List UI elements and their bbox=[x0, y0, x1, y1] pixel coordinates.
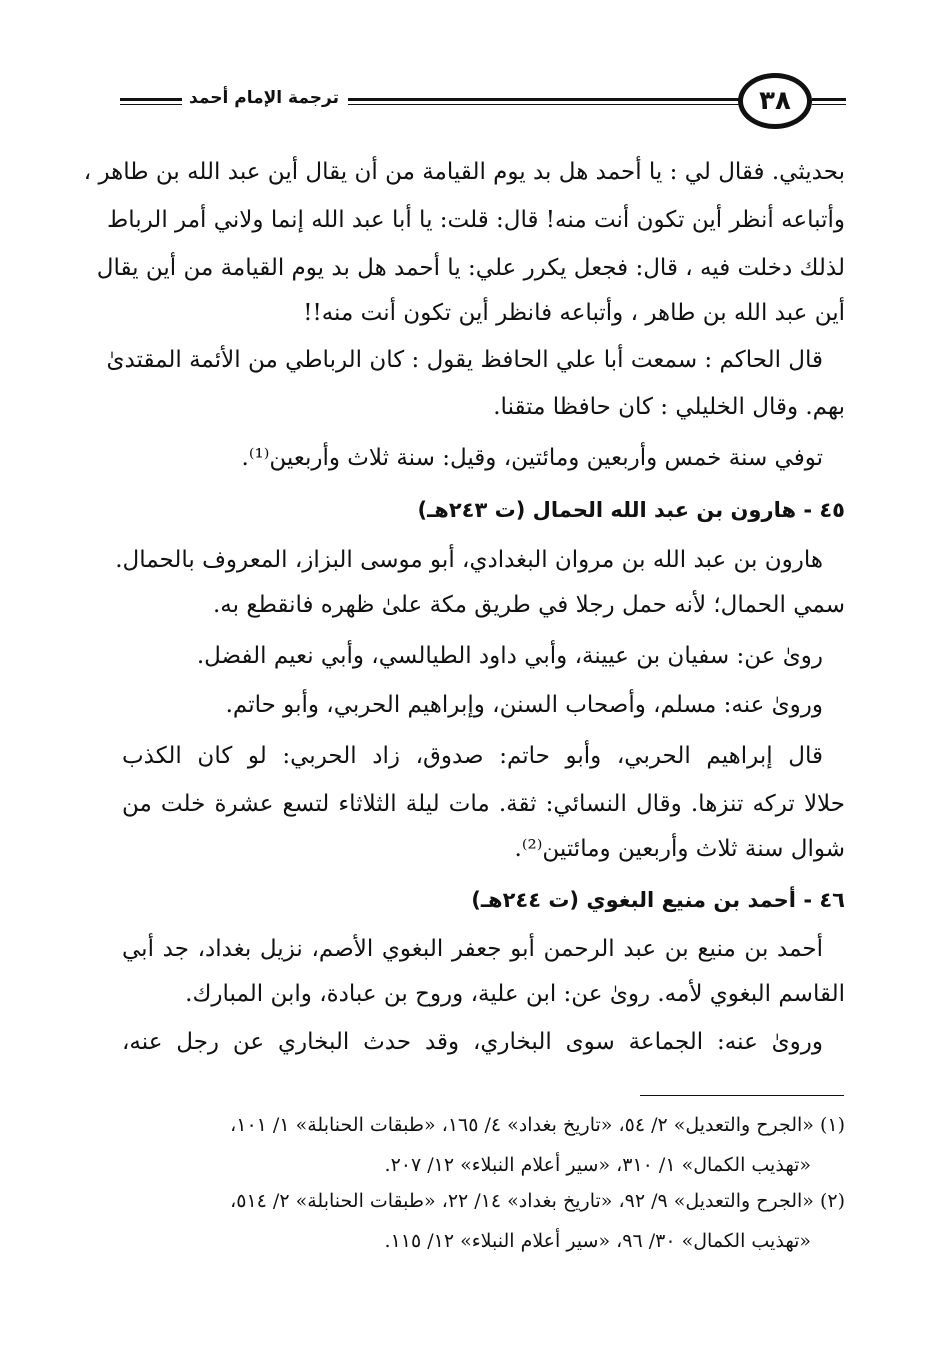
body-line: وروىٰ عنه: الجماعة سوى البخاري، وقد حدث البخاري عن رجل عنه، bbox=[122, 1029, 823, 1055]
footnote-2-continued: «تهذيب الكمال» ٣٠/ ٩٦، «سير أعلام النبلاء» ١٢/ ١١٥. bbox=[384, 1230, 811, 1252]
entry-heading-46: ٤٦ - أحمد بن منيع البغوي (ت ٢٤٤هـ) bbox=[471, 888, 845, 912]
page-number: ٣٨ bbox=[738, 73, 812, 129]
body-line: سمي الحمال؛ لأنه حمل رجلا في طريق مكة علىٰ ظهره فانقطع به. bbox=[212, 592, 845, 618]
footnote-1-continued: «تهذيب الكمال» ١/ ٣١٠، «سير أعلام النبلاء» ١٢/ ٢٠٧. bbox=[384, 1154, 811, 1176]
header-rule-left-thin bbox=[120, 104, 182, 105]
entry-heading-45: ٤٥ - هارون بن عبد الله الحمال (ت ٢٤٣هـ) bbox=[417, 498, 845, 522]
body-line: شوال سنة ثلاث وأربعين ومائتين⁽²⁾. bbox=[514, 836, 845, 862]
body-line: بحديثي. فقال لي : يا أحمد هل بد يوم القيامة من أن يقال أين عبد الله بن طاهر ، bbox=[83, 159, 845, 185]
header-rule-right bbox=[812, 98, 846, 101]
footnote-1: (١) «الجرح والتعديل» ٢/ ٥٤، «تاريخ بغداد» ٤/ ١٦٥، «طبقات الحنابلة» ١/ ١٠١، bbox=[230, 1114, 845, 1136]
running-title: ترجمة الإمام أحمد bbox=[189, 88, 339, 108]
header-rule-middle bbox=[348, 98, 740, 101]
footnote-separator bbox=[640, 1095, 844, 1096]
body-line: وأتباعه أنظر أين تكون أنت منه! قال: قلت: يا أبا عبد الله إنما ولاني أمر الرباط bbox=[106, 207, 845, 233]
body-line: حلالا تركه تنزها. وقال النسائي: ثقة. مات ليلة الثلاثاء لتسع عشرة خلت من bbox=[122, 791, 845, 817]
body-line: هارون بن عبد الله بن مروان البغدادي، أبو موسى البزاز، المعروف بالحمال. bbox=[115, 547, 823, 573]
header-rule-right-thin bbox=[812, 104, 846, 105]
header-rule-middle-thin bbox=[348, 104, 740, 105]
body-line: أحمد بن منيع بن عبد الرحمن أبو جعفر البغوي الأصم، نزيل بغداد، جد أبي bbox=[122, 936, 823, 962]
body-line: لذلك دخلت فيه ، قال: فجعل يكرر علي: يا أحمد هل بد يوم القيامة من أين يقال bbox=[96, 255, 845, 281]
body-line: توفي سنة خمس وأربعين ومائتين، وقيل: سنة ثلاث وأربعين⁽¹⁾. bbox=[241, 445, 823, 471]
header-rule-left bbox=[120, 98, 182, 101]
body-line: بهم. وقال الخليلي : كان حافظا متقنا. bbox=[493, 394, 845, 420]
body-line: وروىٰ عنه: مسلم، وأصحاب السنن، وإبراهيم الحربي، وأبو حاتم. bbox=[225, 692, 823, 718]
body-line: روىٰ عن: سفيان بن عيينة، وأبي داود الطيالسي، وأبي نعيم الفضل. bbox=[196, 643, 823, 669]
footnote-2: (٢) «الجرح والتعديل» ٩/ ٩٢، «تاريخ بغداد» ١٤/ ٢٢، «طبقات الحنابلة» ٢/ ٥١٤، bbox=[230, 1190, 845, 1212]
body-line: قال الحاكم : سمعت أبا علي الحافظ يقول : كان الرباطي من الأئمة المقتدىٰ bbox=[106, 347, 823, 373]
body-line: أين عبد الله بن طاهر ، وأتباعه فانظر أين تكون أنت منه!! bbox=[303, 300, 845, 326]
body-line: قال إبراهيم الحربي، وأبو حاتم: صدوق، زاد الحربي: لو كان الكذب bbox=[122, 743, 823, 769]
body-line: القاسم البغوي لأمه. روىٰ عن: ابن علية، وروح بن عبادة، وابن المبارك. bbox=[185, 981, 845, 1007]
